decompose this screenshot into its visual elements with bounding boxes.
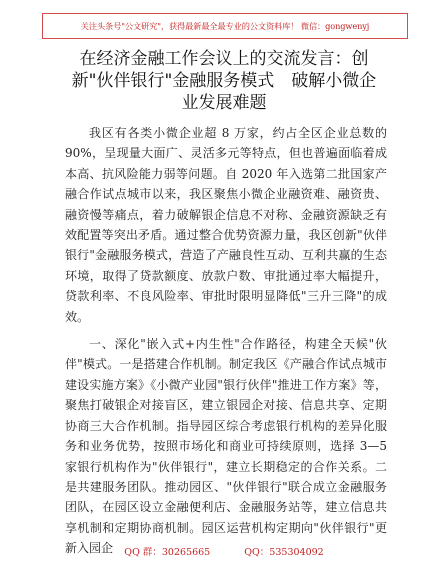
qq-group-text: QQ 群：30265665 — [124, 547, 211, 558]
document-title: 在经济金融工作会议上的交流发言：创新"伙伴银行"金融服务模式 破解小微企业发展难题 — [71, 49, 377, 113]
paragraph-section-one: 一、深化"嵌入式+内生性"合作路径，构建全天候"伙伴"模式。一是搭建合作机制。制定我区《产融合作试点城市建设实施方案》《小微产业园"银行伙伴"推进工作方案》等，聚焦打破银企对接盲区，建立银园企对接、信息共享、定期协商三大合作机制。指导园区综合考虑银行机构的差异化服务和业务优势，按照市场化和商业可持续原则，选择 3—5 家银行机构作为"伙伴银行"，建立长期稳定的合作关系。二是共建服务团队。推动园区、"伙伴银行"联合成立金融服务团队，在园区设立金融便利店、金融服务站等，建立信息共享机制和定期协商机制。园区运营机构定期向"伙伴银行"更新入园企 — [65, 337, 387, 556]
promo-banner-text: 关注头条号"公文研究"，获得最新最全最专业的公文资料库！ 微信：gongwenyj — [80, 20, 370, 31]
paragraph-intro: 我区有各类小微企业超 8 万家，约占全区企业总数的 90%，呈现量大面广、灵活多元等特点，但也普遍面临着成本高、抗风险能力弱等问题。自 2020 年入选第二批国家产融合作试点城市以来，我区聚焦小微企业融资难、融资贵、融资慢等痛点，着力破解银企信息不对称、金融资源缺乏有效配置等突出矛盾。通过整合优势资源力量，我区创新"伙伴银行"金融服务模式，营造了产融良性互动、互利共赢的生态环境，取得了贷款额度、放款户数、审批通过率大幅提升，贷款利率、不良风险率、审批时限明显降低"三升三降"的成效。 — [65, 126, 387, 324]
promo-banner — [42, 13, 408, 39]
contact-footer — [0, 544, 448, 558]
document-body — [65, 123, 387, 559]
qq-text: QQ：535304092 — [244, 547, 324, 558]
